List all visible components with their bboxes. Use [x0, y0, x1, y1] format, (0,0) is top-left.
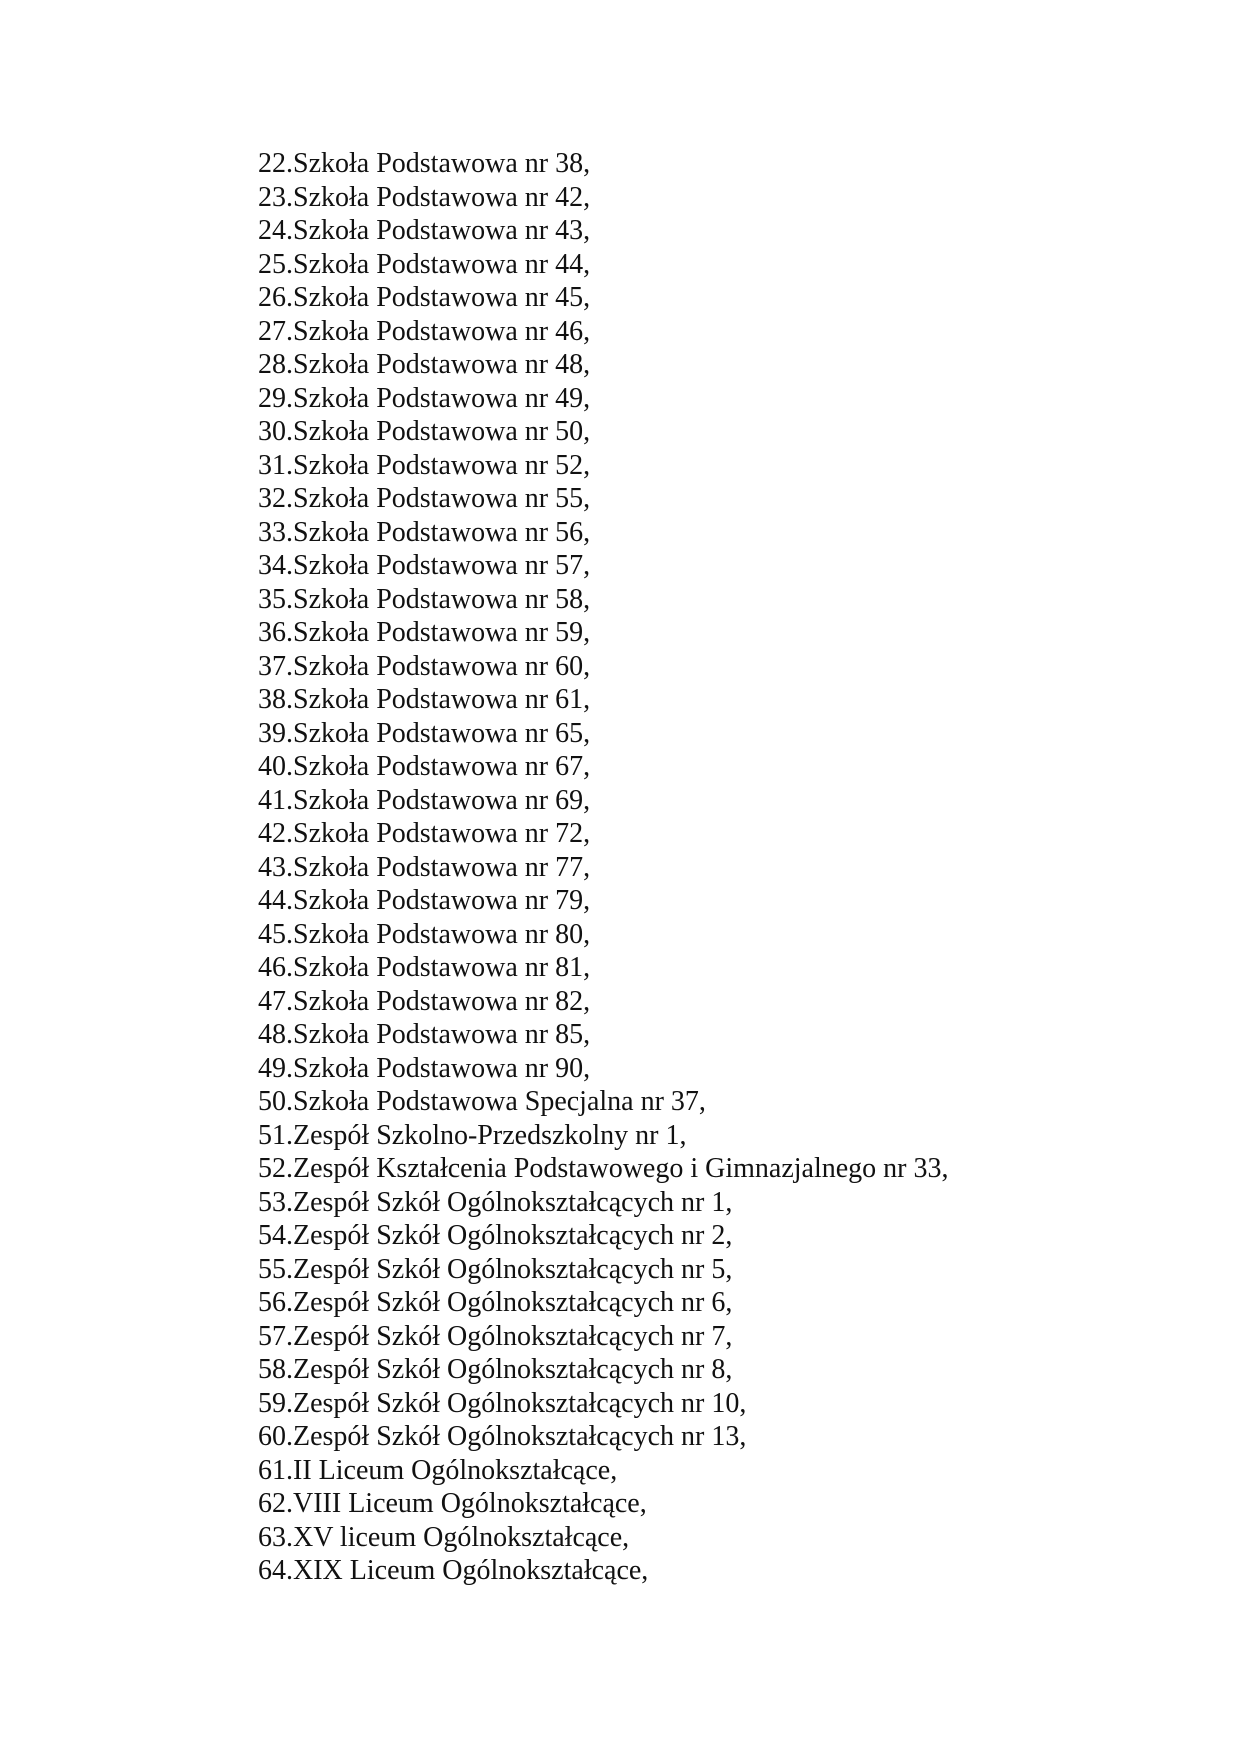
- list-item-text: Szkoła Podstawowa nr 46,: [293, 315, 591, 347]
- list-item-text: Szkoła Podstawowa nr 85,: [293, 1019, 591, 1050]
- list-item-text: Szkoła Podstawowa nr 48,: [293, 349, 591, 380]
- list-item: [258, 1052, 949, 1086]
- list-item-number: 28.: [258, 349, 293, 380]
- list-item: [258, 415, 949, 449]
- list-item-number: 61.: [258, 1454, 293, 1486]
- list-item-text: Szkoła Podstawowa nr 72,: [293, 818, 591, 849]
- list-item: [258, 616, 949, 650]
- list-item-text: Szkoła Podstawowa nr 60,: [293, 650, 591, 682]
- list-item-text: Szkoła Podstawowa nr 44,: [293, 248, 591, 280]
- list-item: [258, 1286, 949, 1320]
- list-item-text: Szkoła Podstawowa nr 90,: [293, 1052, 591, 1084]
- list-item-number: 44.: [258, 885, 293, 916]
- list-item: [258, 449, 949, 483]
- list-item: [258, 214, 949, 248]
- list-item: [258, 985, 949, 1019]
- list-item-number: 54.: [258, 1220, 293, 1251]
- list-item-text: Szkoła Podstawowa nr 79,: [293, 885, 591, 916]
- list-item-number: 30.: [258, 416, 293, 447]
- list-item-number: 51.: [258, 1119, 293, 1151]
- list-item: [258, 348, 949, 382]
- list-item-number: 53.: [258, 1186, 293, 1218]
- list-item: [258, 1119, 949, 1153]
- list-item-number: 26.: [258, 282, 293, 313]
- list-item-text: Szkoła Podstawowa nr 58,: [293, 583, 591, 615]
- list-item: [258, 549, 949, 583]
- list-item-text: VIII Liceum Ogólnokształcące,: [293, 1488, 647, 1519]
- list-item: [258, 1420, 949, 1454]
- list-item: [258, 851, 949, 885]
- list-item-text: Zespół Szkół Ogólnokształcących nr 7,: [293, 1320, 733, 1352]
- list-item-number: 49.: [258, 1052, 293, 1084]
- list-item: [258, 750, 949, 784]
- list-item-text: Szkoła Podstawowa nr 42,: [293, 181, 591, 213]
- list-item-text: Szkoła Podstawowa nr 38,: [293, 148, 591, 179]
- list-item-number: 48.: [258, 1019, 293, 1050]
- list-item-number: 60.: [258, 1421, 293, 1452]
- list-item-number: 40.: [258, 751, 293, 782]
- list-item-number: 33.: [258, 516, 293, 548]
- list-item-text: Szkoła Podstawowa nr 69,: [293, 784, 591, 816]
- list-item: [258, 884, 949, 918]
- list-item-number: 45.: [258, 918, 293, 950]
- list-item-text: Szkoła Podstawowa nr 57,: [293, 550, 591, 581]
- list-item-number: 39.: [258, 717, 293, 749]
- list-item-text: Szkoła Podstawowa nr 52,: [293, 449, 591, 481]
- list-item: [258, 1186, 949, 1220]
- list-item: [258, 784, 949, 818]
- list-item-text: Zespół Szkolno-Przedszkolny nr 1,: [293, 1119, 687, 1151]
- list-item: [258, 1253, 949, 1287]
- list-item-text: Zespół Szkół Ogólnokształcących nr 6,: [293, 1287, 733, 1318]
- list-item-text: Zespół Szkół Ogólnokształcących nr 5,: [293, 1253, 733, 1285]
- list-item-text: XIX Liceum Ogólnokształcące,: [293, 1555, 649, 1586]
- list-item-text: XV liceum Ogólnokształcące,: [293, 1521, 630, 1553]
- list-item: [258, 248, 949, 282]
- list-item-text: Zespół Szkół Ogólnokształcących nr 13,: [293, 1421, 747, 1452]
- list-item-number: 32.: [258, 483, 293, 514]
- list-item-number: 35.: [258, 583, 293, 615]
- list-item-number: 37.: [258, 650, 293, 682]
- list-item: [258, 717, 949, 751]
- list-item: [258, 683, 949, 717]
- list-item: [258, 1152, 949, 1186]
- list-item: [258, 516, 949, 550]
- list-item: [258, 951, 949, 985]
- list-item: [258, 817, 949, 851]
- list-item: [258, 315, 949, 349]
- list-item-text: Szkoła Podstawowa nr 43,: [293, 215, 591, 246]
- list-item-text: Szkoła Podstawowa nr 50,: [293, 416, 591, 447]
- list-item-number: 57.: [258, 1320, 293, 1352]
- list-item-text: Szkoła Podstawowa nr 65,: [293, 717, 591, 749]
- list-item-text: Szkoła Podstawowa Specjalna nr 37,: [293, 1086, 706, 1117]
- list-item: [258, 1018, 949, 1052]
- list-item-number: 41.: [258, 784, 293, 816]
- list-item-text: Szkoła Podstawowa nr 61,: [293, 684, 591, 715]
- list-item-number: 46.: [258, 952, 293, 983]
- list-item-number: 23.: [258, 181, 293, 213]
- list-item-text: Szkoła Podstawowa nr 56,: [293, 516, 591, 548]
- list-item: [258, 1521, 949, 1555]
- list-item-number: 24.: [258, 215, 293, 246]
- list-item-number: 52.: [258, 1153, 293, 1184]
- list-item-number: 62.: [258, 1488, 293, 1519]
- list-item-number: 63.: [258, 1521, 293, 1553]
- list-item: [258, 1320, 949, 1354]
- list-item: [258, 650, 949, 684]
- list-item-number: 31.: [258, 449, 293, 481]
- list-item-number: 42.: [258, 818, 293, 849]
- list-item: [258, 382, 949, 416]
- list-item-text: Szkoła Podstawowa nr 59,: [293, 617, 591, 648]
- list-item-text: Szkoła Podstawowa nr 80,: [293, 918, 591, 950]
- list-item-number: 64.: [258, 1555, 293, 1586]
- list-item-number: 50.: [258, 1086, 293, 1117]
- list-item-number: 22.: [258, 148, 293, 179]
- list-item-text: Szkoła Podstawowa nr 81,: [293, 952, 591, 983]
- list-item-text: Szkoła Podstawowa nr 45,: [293, 282, 591, 313]
- list-item-text: Szkoła Podstawowa nr 49,: [293, 382, 591, 414]
- list-item-text: Zespół Kształcenia Podstawowego i Gimnazjalnego nr 33,: [293, 1153, 949, 1184]
- list-item-text: Zespół Szkół Ogólnokształcących nr 10,: [293, 1387, 747, 1419]
- list-item: [258, 1454, 949, 1488]
- list-item-text: II Liceum Ogólnokształcące,: [293, 1454, 618, 1486]
- list-item: [258, 1219, 949, 1253]
- list-item-number: 25.: [258, 248, 293, 280]
- list-item-text: Zespół Szkół Ogólnokształcących nr 2,: [293, 1220, 733, 1251]
- list-item-number: 47.: [258, 985, 293, 1017]
- list-item-number: 27.: [258, 315, 293, 347]
- list-item-text: Zespół Szkół Ogólnokształcących nr 8,: [293, 1354, 733, 1385]
- list-item-number: 59.: [258, 1387, 293, 1419]
- list-item-text: Szkoła Podstawowa nr 55,: [293, 483, 591, 514]
- list-item-text: Szkoła Podstawowa nr 77,: [293, 851, 591, 883]
- list-item: [258, 181, 949, 215]
- list-item-number: 36.: [258, 617, 293, 648]
- list-item-text: Szkoła Podstawowa nr 82,: [293, 985, 591, 1017]
- list-item-text: Szkoła Podstawowa nr 67,: [293, 751, 591, 782]
- list-item-number: 58.: [258, 1354, 293, 1385]
- list-item: [258, 482, 949, 516]
- list-item: [258, 1387, 949, 1421]
- list-item: [258, 1085, 949, 1119]
- list-item-number: 56.: [258, 1287, 293, 1318]
- list-item-number: 43.: [258, 851, 293, 883]
- list-item-number: 55.: [258, 1253, 293, 1285]
- list-item: [258, 918, 949, 952]
- list-item: [258, 147, 949, 181]
- list-item: [258, 1487, 949, 1521]
- school-list: [258, 147, 949, 1588]
- list-item-number: 38.: [258, 684, 293, 715]
- list-item-text: Zespół Szkół Ogólnokształcących nr 1,: [293, 1186, 733, 1218]
- list-item: [258, 583, 949, 617]
- list-item-number: 29.: [258, 382, 293, 414]
- list-item: [258, 1554, 949, 1588]
- list-item: [258, 281, 949, 315]
- list-item: [258, 1353, 949, 1387]
- list-item-number: 34.: [258, 550, 293, 581]
